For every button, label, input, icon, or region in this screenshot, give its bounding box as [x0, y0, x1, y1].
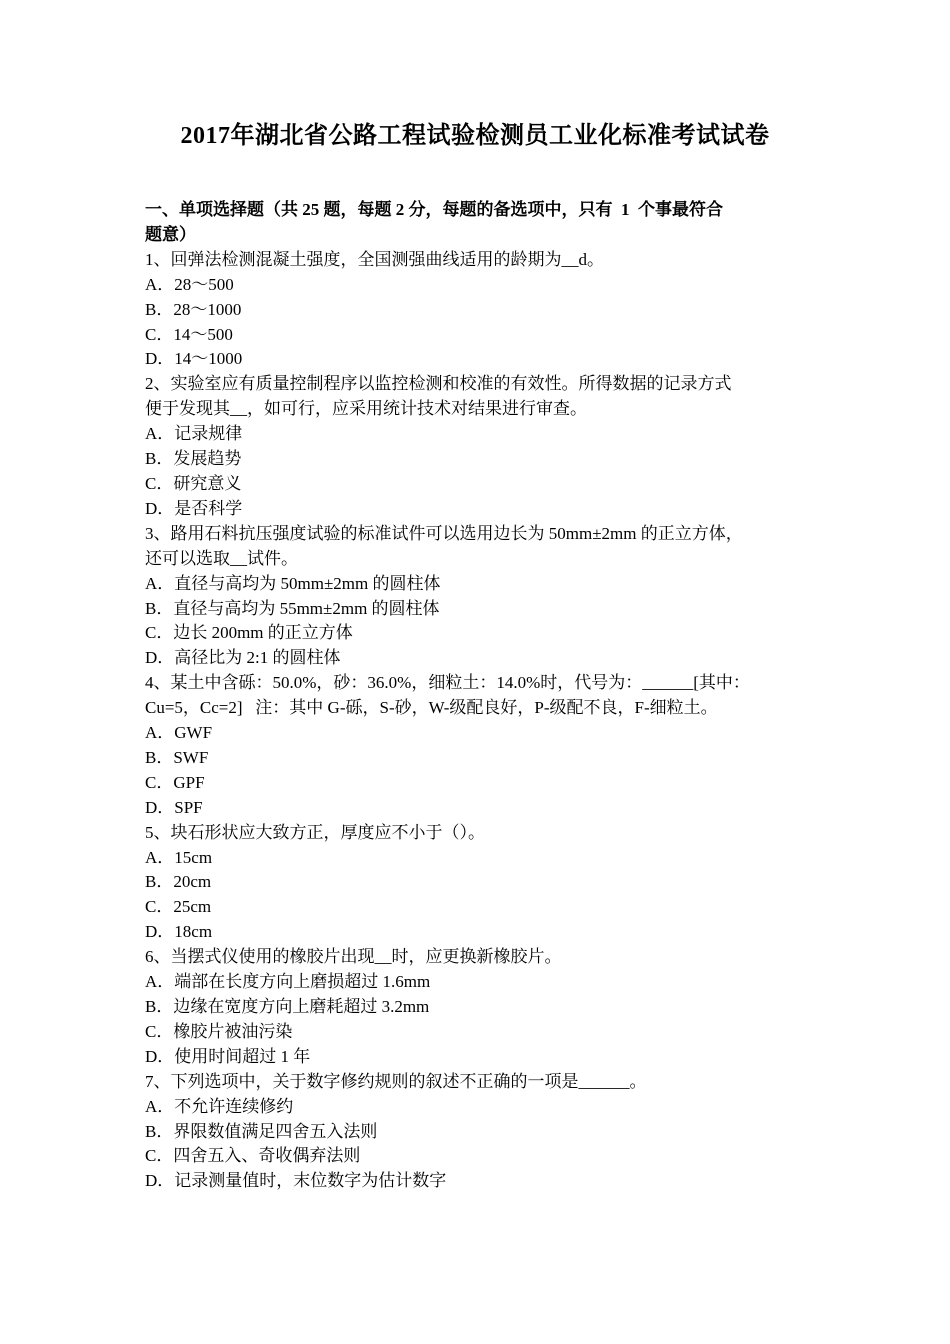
- answer-option: D．使用时间超过 1 年: [145, 1046, 311, 1066]
- question-stem-line: 3、路用石料抗压强度试验的标准试件可以选用边长为 50mm±2mm 的正立方体，: [145, 523, 743, 543]
- answer-option: C．25cm: [145, 897, 212, 917]
- answer-option: C．四舍五入、奇收偶弃法则: [145, 1146, 361, 1166]
- question-6: [145, 945, 810, 1070]
- question-7: [145, 1070, 810, 1195]
- question-stem-line: 便于发现其__，如可行，应采用统计技术对结果进行审查。: [145, 399, 587, 419]
- answer-option: D．18cm: [145, 922, 213, 942]
- answer-option: D．是否科学: [145, 498, 243, 518]
- answer-option: D．记录测量值时，末位数字为估计数字: [145, 1171, 447, 1191]
- question-list: [145, 248, 810, 1194]
- answer-option: C．橡胶片被油污染: [145, 1021, 293, 1041]
- question-5: [145, 821, 810, 946]
- question-3: [145, 522, 810, 671]
- answer-option: B．SWF: [145, 747, 209, 767]
- question-stem-line: 还可以选取__试件。: [145, 548, 298, 568]
- section-heading-line: 一、单项选择题（共 25 题，每题 2 分，每题的备选项中，只有 1 个事最符合: [145, 200, 723, 219]
- answer-option: A．不允许连续修约: [145, 1096, 294, 1116]
- question-stem-line: 4、某土中含砾：50.0%，砂：36.0%，细粒土：14.0%时，代号为：______[其中：: [145, 673, 750, 693]
- answer-option: B．界限数值满足四舍五入法则: [145, 1121, 378, 1141]
- answer-option: D．14～1000: [145, 349, 243, 369]
- question-2: [145, 372, 810, 521]
- answer-option: D．高径比为 2:1 的圆柱体: [145, 648, 341, 668]
- question-stem-line: 1、回弹法检测混凝土强度，全国测强曲线适用的龄期为__d。: [145, 249, 604, 269]
- section-heading-line: 题意）: [145, 224, 196, 244]
- question-stem-line: 5、块石形状应大致方正，厚度应不小于（）。: [145, 822, 485, 842]
- answer-option: C．边长 200mm 的正立方体: [145, 623, 353, 643]
- answer-option: B．直径与高均为 55mm±2mm 的圆柱体: [145, 598, 440, 618]
- answer-option: A．28～500: [145, 274, 234, 294]
- question-1: [145, 248, 810, 373]
- answer-option: C．GPF: [145, 772, 205, 792]
- answer-option: C．14～500: [145, 324, 233, 344]
- answer-option: B．发展趋势: [145, 449, 242, 469]
- section-heading: [145, 198, 810, 248]
- answer-option: C．研究意义: [145, 473, 242, 493]
- answer-option: D．SPF: [145, 797, 203, 817]
- answer-option: A．记录规律: [145, 424, 243, 444]
- answer-option: A．端部在长度方向上磨损超过 1.6mm: [145, 972, 431, 992]
- question-stem-line: 2、实验室应有质量控制程序以监控检测和校准的有效性。所得数据的记录方式: [145, 374, 732, 394]
- answer-option: B．20cm: [145, 872, 212, 892]
- answer-option: A．15cm: [145, 847, 213, 867]
- question-stem-line: Cu=5，Cc=2] 注：其中 G-砾，S-砂，W-级配良好，P-级配不良，F-细粒土。: [145, 698, 718, 718]
- question-stem-line: 7、下列选项中，关于数字修约规则的叙述不正确的一项是______。: [145, 1071, 647, 1091]
- document-title: 2017年湖北省公路工程试验检测员工业化标准考试试卷: [180, 123, 770, 149]
- question-4: [145, 671, 810, 820]
- answer-option: A．GWF: [145, 723, 213, 743]
- answer-option: B．28～1000: [145, 299, 242, 319]
- question-stem-line: 6、当摆式仪使用的橡胶片出现__时，应更换新橡胶片。: [145, 947, 562, 967]
- document-body: [145, 198, 810, 1194]
- answer-option: B．边缘在宽度方向上磨耗超过 3.2mm: [145, 997, 430, 1016]
- answer-option: A．直径与高均为 50mm±2mm 的圆柱体: [145, 573, 441, 593]
